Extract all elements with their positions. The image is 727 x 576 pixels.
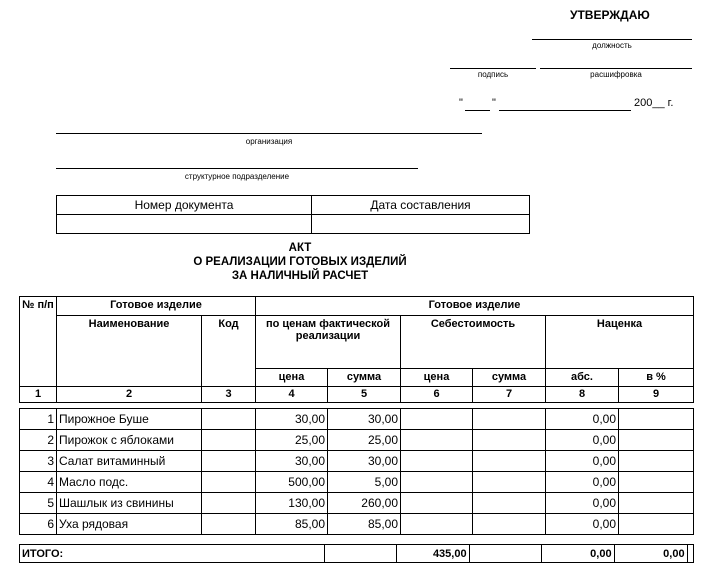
row-code	[202, 472, 256, 493]
doc-date-label: Дата составления	[312, 196, 530, 215]
row-name: Салат витаминный	[57, 451, 202, 472]
subdivision-caption: структурное подразделение	[184, 172, 290, 181]
table-row	[20, 409, 694, 430]
header-num: № п/п	[20, 297, 57, 387]
approval-title: УТВЕРЖДАЮ	[570, 8, 650, 22]
header-product-group: Готовое изделие	[57, 297, 256, 316]
col-number: 7	[473, 387, 546, 403]
doc-number-value[interactable]	[57, 215, 312, 234]
row-sum: 25,00	[328, 430, 401, 451]
decoding-caption: расшифровка	[590, 70, 642, 79]
row-name: Уха рядовая	[57, 514, 202, 535]
row-sum: 30,00	[328, 409, 401, 430]
doc-number-label: Номер документа	[57, 196, 312, 215]
header-code: Код	[202, 316, 256, 387]
row-cost-price	[401, 514, 473, 535]
row-markup-pct	[619, 493, 694, 514]
row-price: 85,00	[256, 514, 328, 535]
row-markup-pct	[619, 514, 694, 535]
doc-date-value[interactable]	[312, 215, 530, 234]
col-number: 8	[546, 387, 619, 403]
row-number: 6	[20, 514, 57, 535]
subdivision-line	[56, 168, 418, 169]
total-label: ИТОГО:	[20, 545, 325, 563]
col-number: 4	[256, 387, 328, 403]
row-price: 500,00	[256, 472, 328, 493]
date-month-line	[499, 110, 631, 111]
row-cost-sum	[473, 409, 546, 430]
row-cost-price	[401, 430, 473, 451]
header-table	[19, 296, 694, 403]
decoding-line	[540, 68, 692, 69]
header-product-group-2: Готовое изделие	[256, 297, 694, 316]
col-number: 1	[20, 387, 57, 403]
row-sum: 5,00	[328, 472, 401, 493]
col-number: 6	[401, 387, 473, 403]
header-name: Наименование	[57, 316, 202, 387]
row-markup-pct	[619, 430, 694, 451]
row-code	[202, 451, 256, 472]
row-markup-abs: 0,00	[546, 493, 619, 514]
row-cost-price	[401, 409, 473, 430]
col-number: 9	[619, 387, 694, 403]
row-markup-pct	[619, 451, 694, 472]
header-markup: Наценка	[546, 316, 694, 369]
row-markup-pct	[619, 409, 694, 430]
row-markup-abs: 0,00	[546, 514, 619, 535]
total-sum: 435,00	[396, 545, 469, 563]
row-sum: 85,00	[328, 514, 401, 535]
row-cost-sum	[473, 472, 546, 493]
total-price	[324, 545, 396, 563]
date-day-line	[465, 110, 490, 111]
date-quote-open: "	[459, 97, 463, 109]
total-markup-abs: 0,00	[614, 545, 687, 563]
row-price: 30,00	[256, 451, 328, 472]
col-number: 3	[202, 387, 256, 403]
row-cost-price	[401, 472, 473, 493]
row-number: 3	[20, 451, 57, 472]
header-price: цена	[256, 369, 328, 387]
header-cost-sum: сумма	[473, 369, 546, 387]
signature-line	[450, 68, 536, 69]
row-cost-price	[401, 493, 473, 514]
header-markup-abs: абс.	[546, 369, 619, 387]
row-markup-abs: 0,00	[546, 409, 619, 430]
position-line	[532, 39, 692, 40]
row-cost-price	[401, 451, 473, 472]
row-number: 1	[20, 409, 57, 430]
table-row	[20, 451, 694, 472]
row-name: Шашлык из свинины	[57, 493, 202, 514]
row-markup-pct	[619, 472, 694, 493]
header-cost-price: цена	[401, 369, 473, 387]
col-number: 5	[328, 387, 401, 403]
row-cost-sum	[473, 493, 546, 514]
row-number: 5	[20, 493, 57, 514]
row-cost-sum	[473, 451, 546, 472]
row-price: 130,00	[256, 493, 328, 514]
row-code	[202, 430, 256, 451]
header-cost: Себестоимость	[401, 316, 546, 369]
header-markup-pct: в %	[619, 369, 694, 387]
row-cost-sum	[473, 430, 546, 451]
organization-caption: организация	[245, 137, 293, 146]
row-name: Пирожок с яблоками	[57, 430, 202, 451]
document-info-table	[56, 195, 530, 234]
row-name: Масло подс.	[57, 472, 202, 493]
position-caption: должность	[592, 41, 632, 50]
table-row	[20, 493, 694, 514]
header-sum: сумма	[328, 369, 401, 387]
row-code	[202, 493, 256, 514]
act-title-3: ЗА НАЛИЧНЫЙ РАСЧЕТ	[231, 270, 369, 282]
row-cost-sum	[473, 514, 546, 535]
row-number: 2	[20, 430, 57, 451]
row-markup-abs: 0,00	[546, 430, 619, 451]
row-markup-abs: 0,00	[546, 472, 619, 493]
row-name: Пирожное Буше	[57, 409, 202, 430]
date-quote-close: "	[492, 97, 496, 109]
items-table	[19, 408, 694, 535]
act-title-2: О РЕАЛИЗАЦИИ ГОТОВЫХ ИЗДЕЛИЙ	[193, 256, 407, 268]
organization-line	[56, 133, 482, 134]
total-row	[20, 545, 694, 563]
act-title-1: АКТ	[288, 242, 312, 254]
total-markup-pct	[687, 545, 693, 563]
row-sum: 260,00	[328, 493, 401, 514]
total-table	[19, 544, 694, 563]
row-price: 30,00	[256, 409, 328, 430]
row-code	[202, 409, 256, 430]
row-price: 25,00	[256, 430, 328, 451]
row-markup-abs: 0,00	[546, 451, 619, 472]
total-cost-price	[469, 545, 541, 563]
total-cost-sum: 0,00	[541, 545, 614, 563]
table-row	[20, 430, 694, 451]
row-code	[202, 514, 256, 535]
date-year: 200__ г.	[634, 97, 674, 109]
table-row	[20, 472, 694, 493]
table-row	[20, 514, 694, 535]
row-number: 4	[20, 472, 57, 493]
col-number: 2	[57, 387, 202, 403]
signature-caption: подпись	[477, 70, 509, 79]
row-sum: 30,00	[328, 451, 401, 472]
header-actual-prices: по ценам фактической реализации	[256, 316, 401, 369]
